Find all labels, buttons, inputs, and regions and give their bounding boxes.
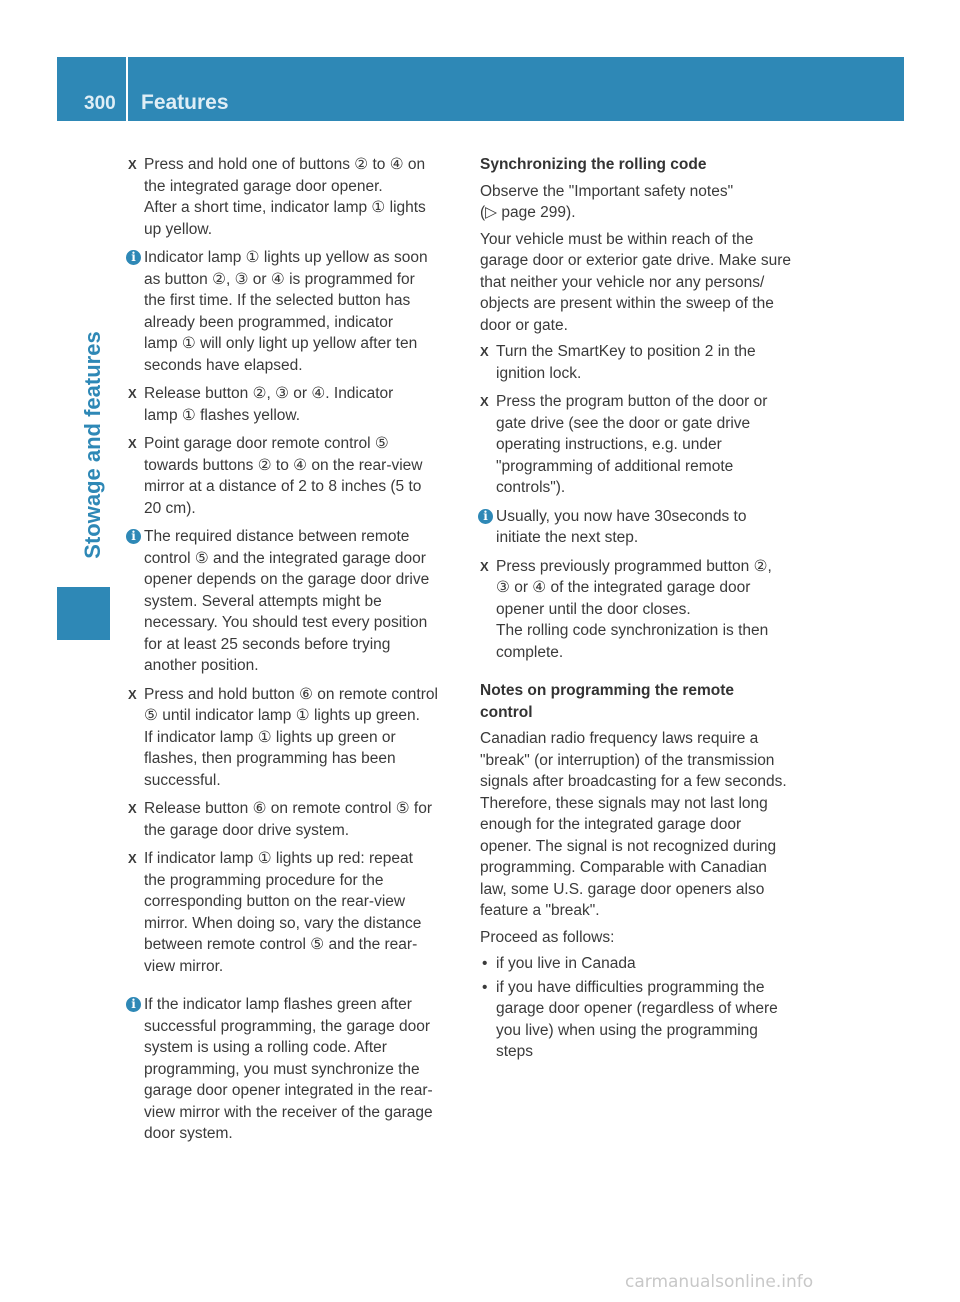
bullet-item xyxy=(480,977,814,1063)
spacer xyxy=(128,984,461,994)
text-line: objects are present within the sweep of the xyxy=(480,295,774,312)
text-line: The required distance between remote xyxy=(144,528,410,545)
page-number: 300 xyxy=(84,93,116,114)
text-line: complete. xyxy=(496,643,564,661)
side-tab xyxy=(78,300,108,590)
text-line: already been programmed, indicator xyxy=(144,313,393,331)
text-line: between remote control ⑤ and the rear- xyxy=(144,936,418,953)
text-line: operating instructions, e.g. under xyxy=(496,436,722,453)
paragraph xyxy=(480,181,814,224)
instruction-step xyxy=(128,154,461,240)
bullet-item xyxy=(480,953,814,975)
instruction-step xyxy=(128,433,461,519)
instruction-step xyxy=(128,684,461,792)
info-icon: i xyxy=(478,509,493,524)
step-arrow-icon: X xyxy=(480,558,489,574)
text-line: ⑤ until indicator lamp ① lights up green. xyxy=(144,707,420,724)
text-line: (▷ page 299). xyxy=(480,204,576,221)
step-arrow-icon: X xyxy=(128,686,137,702)
text-line: controls"). xyxy=(496,479,566,496)
text-line: system is using a rolling code. After xyxy=(144,1039,387,1056)
left-column xyxy=(128,154,461,1152)
bullet-icon: • xyxy=(482,978,488,996)
info-note xyxy=(128,247,461,376)
text-line: up yellow. xyxy=(144,220,213,238)
footer-watermark: carmanualsonline.info xyxy=(625,1272,814,1292)
text-line: "break" (or interruption) of the transmission xyxy=(480,751,775,769)
step-arrow-icon: X xyxy=(128,386,137,401)
instruction-step xyxy=(480,556,814,664)
text-line: garage door opener (regardless of where xyxy=(496,1000,778,1017)
info-note xyxy=(128,994,461,1145)
text-line: Press and hold button ⑥ on remote control xyxy=(144,685,438,703)
text-line: ③ or ④ of the integrated garage door xyxy=(496,579,751,596)
text-line: you live) when using the programming xyxy=(496,1021,758,1039)
info-icon: i xyxy=(126,529,141,544)
text-line: control ⑤ and the integrated garage door xyxy=(144,549,426,567)
text-line: the programming procedure for the xyxy=(144,871,384,889)
text-line: programming, you must synchronize the xyxy=(144,1060,420,1078)
text-line: the garage door drive system. xyxy=(144,821,350,839)
paragraph xyxy=(480,229,814,337)
text-line: if you live in Canada xyxy=(496,955,636,972)
text-line: system. Several attempts might be xyxy=(144,592,382,610)
text-line: door or gate. xyxy=(480,316,568,334)
text-line: view mirror. xyxy=(144,957,224,975)
text-line: seconds have elapsed. xyxy=(144,356,303,374)
text-line: lamp ① flashes yellow. xyxy=(144,406,301,424)
text-line: The rolling code synchronization is then xyxy=(496,622,769,639)
instruction-step xyxy=(128,848,461,977)
info-note xyxy=(128,526,461,677)
text-line: lamp ① will only light up yellow after ten xyxy=(144,335,418,352)
text-line: towards buttons ② to ④ on the rear-view xyxy=(144,456,423,474)
text-line: ignition lock. xyxy=(496,364,582,382)
text-line: Press and hold one of buttons ② to ④ on xyxy=(144,156,426,173)
instruction-step xyxy=(128,383,461,426)
text-line: the first time. If the selected button has xyxy=(144,292,411,309)
text-line: another position. xyxy=(144,657,259,674)
text-line: "programming of additional remote xyxy=(496,457,734,475)
text-line: gate drive (see the door or gate drive xyxy=(496,414,751,432)
text-line: necessary. You should test every position xyxy=(144,614,428,631)
text-line: Your vehicle must be within reach of the xyxy=(480,230,754,248)
text-line: Synchronizing the rolling code xyxy=(480,156,707,173)
step-arrow-icon: X xyxy=(128,851,137,866)
page-header xyxy=(57,57,904,121)
text-line: Release button ②, ③ or ④. Indicator xyxy=(144,385,394,402)
text-line: opener. The signal is not recognized during xyxy=(480,837,777,855)
text-line: flashes, then programming has been xyxy=(144,750,396,767)
info-note xyxy=(480,506,814,549)
section-title: Features xyxy=(141,91,229,114)
text-line: successful. xyxy=(144,771,221,789)
text-line: as button ②, ③ or ④ is programmed for xyxy=(144,270,415,288)
instruction-step xyxy=(480,341,814,384)
text-line: If indicator lamp ① lights up red: repeat xyxy=(144,850,413,867)
info-icon: i xyxy=(126,250,141,265)
text-line: Press previously programmed button ②, xyxy=(496,557,772,575)
text-line: mirror at a distance of 2 to 8 inches (5 to xyxy=(144,478,422,495)
text-line: programming. Comparable with Canadian xyxy=(480,859,767,876)
side-tab-block xyxy=(57,587,110,640)
text-line: enough for the integrated garage door xyxy=(480,816,742,833)
text-line: After a short time, indicator lamp ① lights xyxy=(144,199,426,216)
paragraph xyxy=(480,728,814,922)
text-line: Proceed as follows: xyxy=(480,928,615,946)
text-line: If the indicator lamp flashes green after xyxy=(144,996,412,1013)
paragraph xyxy=(480,927,814,949)
text-line: corresponding button on the rear-view xyxy=(144,893,406,910)
text-line: initiate the next step. xyxy=(496,529,639,546)
text-line: Indicator lamp ① lights up yellow as soon xyxy=(144,249,428,266)
text-line: Turn the SmartKey to position 2 in the xyxy=(496,343,756,360)
text-line: Canadian radio frequency laws require a xyxy=(480,730,759,747)
text-line: if you have difficulties programming the xyxy=(496,978,765,996)
text-line: Therefore, these signals may not last long xyxy=(480,794,768,812)
text-line: the integrated garage door opener. xyxy=(144,177,383,195)
instruction-step xyxy=(480,391,814,499)
text-line: 20 cm). xyxy=(144,499,196,517)
section-heading xyxy=(480,154,814,176)
text-line: view mirror with the receiver of the garage xyxy=(144,1103,433,1121)
text-line: steps xyxy=(496,1043,534,1060)
text-line: door system. xyxy=(144,1125,233,1142)
side-tab-label: Stowage and features xyxy=(80,331,105,559)
text-line: opener until the door closes. xyxy=(496,600,691,618)
step-arrow-icon: X xyxy=(128,157,137,172)
step-arrow-icon: X xyxy=(480,344,489,359)
step-arrow-icon: X xyxy=(128,436,137,451)
text-line: Observe the "Important safety notes" xyxy=(480,182,734,200)
text-line: control xyxy=(480,703,533,721)
text-line: feature a "break". xyxy=(480,902,600,919)
text-line: Point garage door remote control ⑤ xyxy=(144,435,389,452)
text-line: Usually, you now have 30seconds to xyxy=(496,507,747,525)
text-line: successful programming, the garage door xyxy=(144,1017,431,1035)
text-line: for at least 25 seconds before trying xyxy=(144,635,391,653)
header-divider xyxy=(126,57,128,121)
text-line: mirror. When doing so, vary the distance xyxy=(144,914,422,932)
info-icon: i xyxy=(126,997,141,1012)
text-line: opener depends on the garage door drive xyxy=(144,571,430,588)
text-line: If indicator lamp ① lights up green or xyxy=(144,728,396,746)
text-line: that neither your vehicle nor any persons/ xyxy=(480,273,765,291)
text-line: Notes on programming the remote xyxy=(480,682,735,699)
right-column xyxy=(480,154,814,1065)
section-heading xyxy=(480,680,814,723)
bullet-icon: • xyxy=(482,955,488,972)
step-arrow-icon: X xyxy=(480,394,489,409)
text-line: garage door or exterior gate drive. Make sure xyxy=(480,252,792,269)
text-line: Press the program button of the door or xyxy=(496,393,768,410)
text-line: garage door opener integrated in the rear- xyxy=(144,1082,433,1099)
text-line: signals after broadcasting for a few seconds. xyxy=(480,773,787,790)
text-line: law, some U.S. garage door openers also xyxy=(480,880,765,898)
instruction-step xyxy=(128,798,461,841)
spacer xyxy=(480,670,814,680)
step-arrow-icon: X xyxy=(128,801,137,816)
text-line: Release button ⑥ on remote control ⑤ for xyxy=(144,800,432,817)
